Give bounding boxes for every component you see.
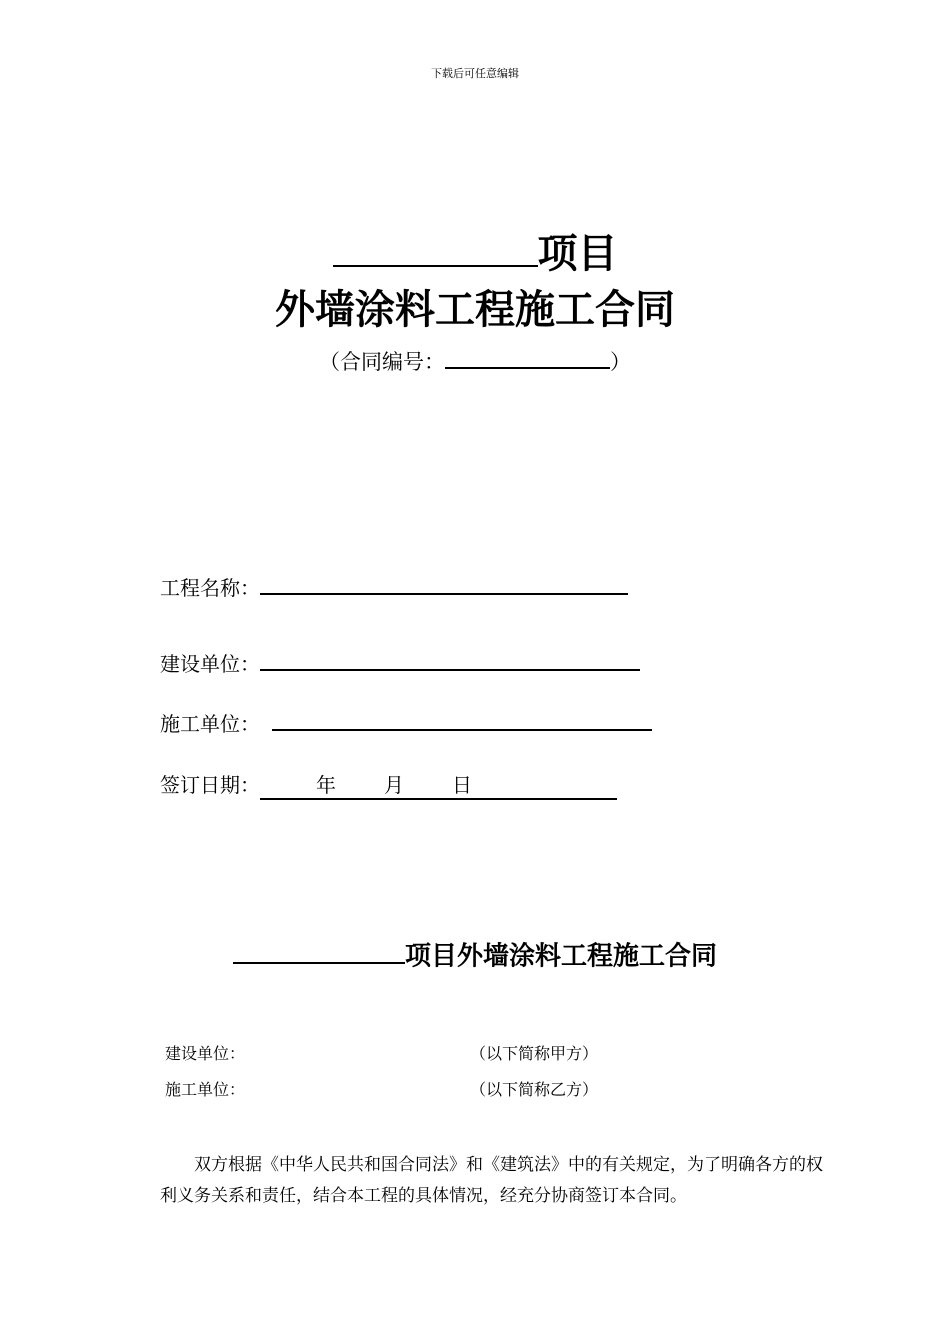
field-sign-date xyxy=(160,769,617,800)
party-b-note: （以下简称乙方） xyxy=(470,1080,599,1099)
intro-paragraph: 双方根据《中华人民共和国合同法》和《建筑法》中的有关规定，为了明确各方的权利义务关系和责任，结合本工程的具体情况，经充分协商签订本合同。 xyxy=(160,1155,823,1206)
body-title-text: 项目外墙涂料工程施工合同 xyxy=(404,941,717,972)
field-owner-label: 建设单位： xyxy=(160,652,260,676)
field-owner xyxy=(160,648,640,677)
project-name-blank xyxy=(333,223,538,267)
cover-title-line1 xyxy=(0,222,950,279)
field-sign-date-label: 签订日期： xyxy=(160,773,260,797)
cover-title-line2: 外墙涂料工程施工合同 xyxy=(275,287,675,333)
party-a-note: （以下简称甲方） xyxy=(470,1044,599,1063)
party-b-label: 施工单位： xyxy=(165,1080,246,1099)
field-sign-date-blank xyxy=(260,769,617,800)
party-a-label: 建设单位： xyxy=(165,1044,246,1063)
body-title xyxy=(0,935,950,972)
contract-number-blank xyxy=(445,345,610,369)
field-owner-blank xyxy=(260,648,640,671)
field-contractor xyxy=(160,708,652,737)
cover-title-project-word: 项目 xyxy=(537,231,618,277)
contract-number-suffix: ） xyxy=(610,350,631,375)
date-year: 年 xyxy=(316,773,336,797)
field-project-name-label: 工程名称： xyxy=(160,576,260,600)
date-day: 日 xyxy=(452,773,472,797)
date-month: 月 xyxy=(384,773,404,797)
field-project-name-blank xyxy=(260,572,628,595)
contract-number-line xyxy=(0,345,950,376)
field-contractor-blank xyxy=(272,708,652,731)
body-title-blank xyxy=(233,935,405,964)
field-contractor-label: 施工单位： xyxy=(160,712,260,736)
field-project-name xyxy=(160,572,628,601)
page-header-note: 下载后可任意编辑 xyxy=(431,67,519,80)
contract-number-prefix: （合同编号： xyxy=(319,350,445,375)
